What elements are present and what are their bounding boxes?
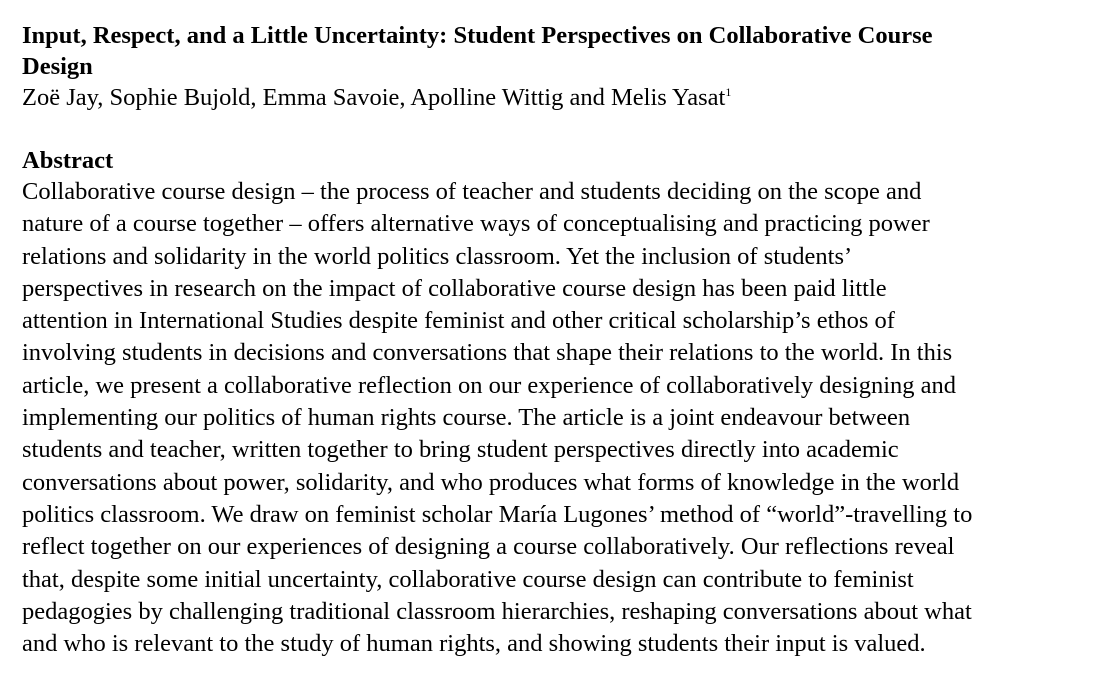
paper-page [22,20,1102,660]
abstract-line: attention in International Studies despite feminist and other critical scholarship’s ethos of [22,307,895,335]
abstract-line: involving students in decisions and conversations that shape their relations to the world. In this [22,339,953,367]
author-footnote-marker: 1 [725,84,732,99]
section-spacer [22,114,1102,146]
abstract-heading: Abstract [22,147,114,174]
title-line: Input, Respect, and a Little Uncertainty: Student Perspectives on Collaborative Course [22,22,933,49]
abstract-line: nature of a course together – offers alternative ways of conceptualising and practicing power [22,210,930,238]
abstract-line: Collaborative course design – the process of teacher and students deciding on the scope and [22,178,922,205]
abstract-line: perspectives in research on the impact of collaborative course design has been paid little [22,274,887,302]
abstract-line: relations and solidarity in the world politics classroom. Yet the inclusion of students’ [22,242,853,270]
abstract-line: politics classroom. We draw on feminist scholar María Lugones’ method of “world”-travelling to [22,500,973,528]
abstract-line: students and teacher, written together to bring student perspectives directly into academic [22,436,899,464]
author-names: Zoë Jay, Sophie Bujold, Emma Savoie, Apolline Wittig and Melis Yasat [22,84,726,111]
abstract-line: and who is relevant to the study of human rights, and showing students their input is valued. [22,630,926,658]
author-list [22,82,1102,114]
abstract-line: implementing our politics of human rights course. The article is a joint endeavour between [22,404,911,432]
abstract-line: reflect together on our experiences of designing a course collaboratively. Our reflections reveal [22,533,955,561]
paper-title [22,20,1102,82]
abstract-body [22,176,1102,660]
abstract-line: pedagogies by challenging traditional classroom hierarchies, reshaping conversations about what [22,597,972,625]
abstract-line: article, we present a collaborative reflection on our experience of collaboratively designing and [22,371,957,399]
abstract-line: conversations about power, solidarity, and who produces what forms of knowledge in the world [22,468,960,496]
abstract-line: that, despite some initial uncertainty, collaborative course design can contribute to feminist [22,565,914,593]
title-line: Design [22,53,93,80]
